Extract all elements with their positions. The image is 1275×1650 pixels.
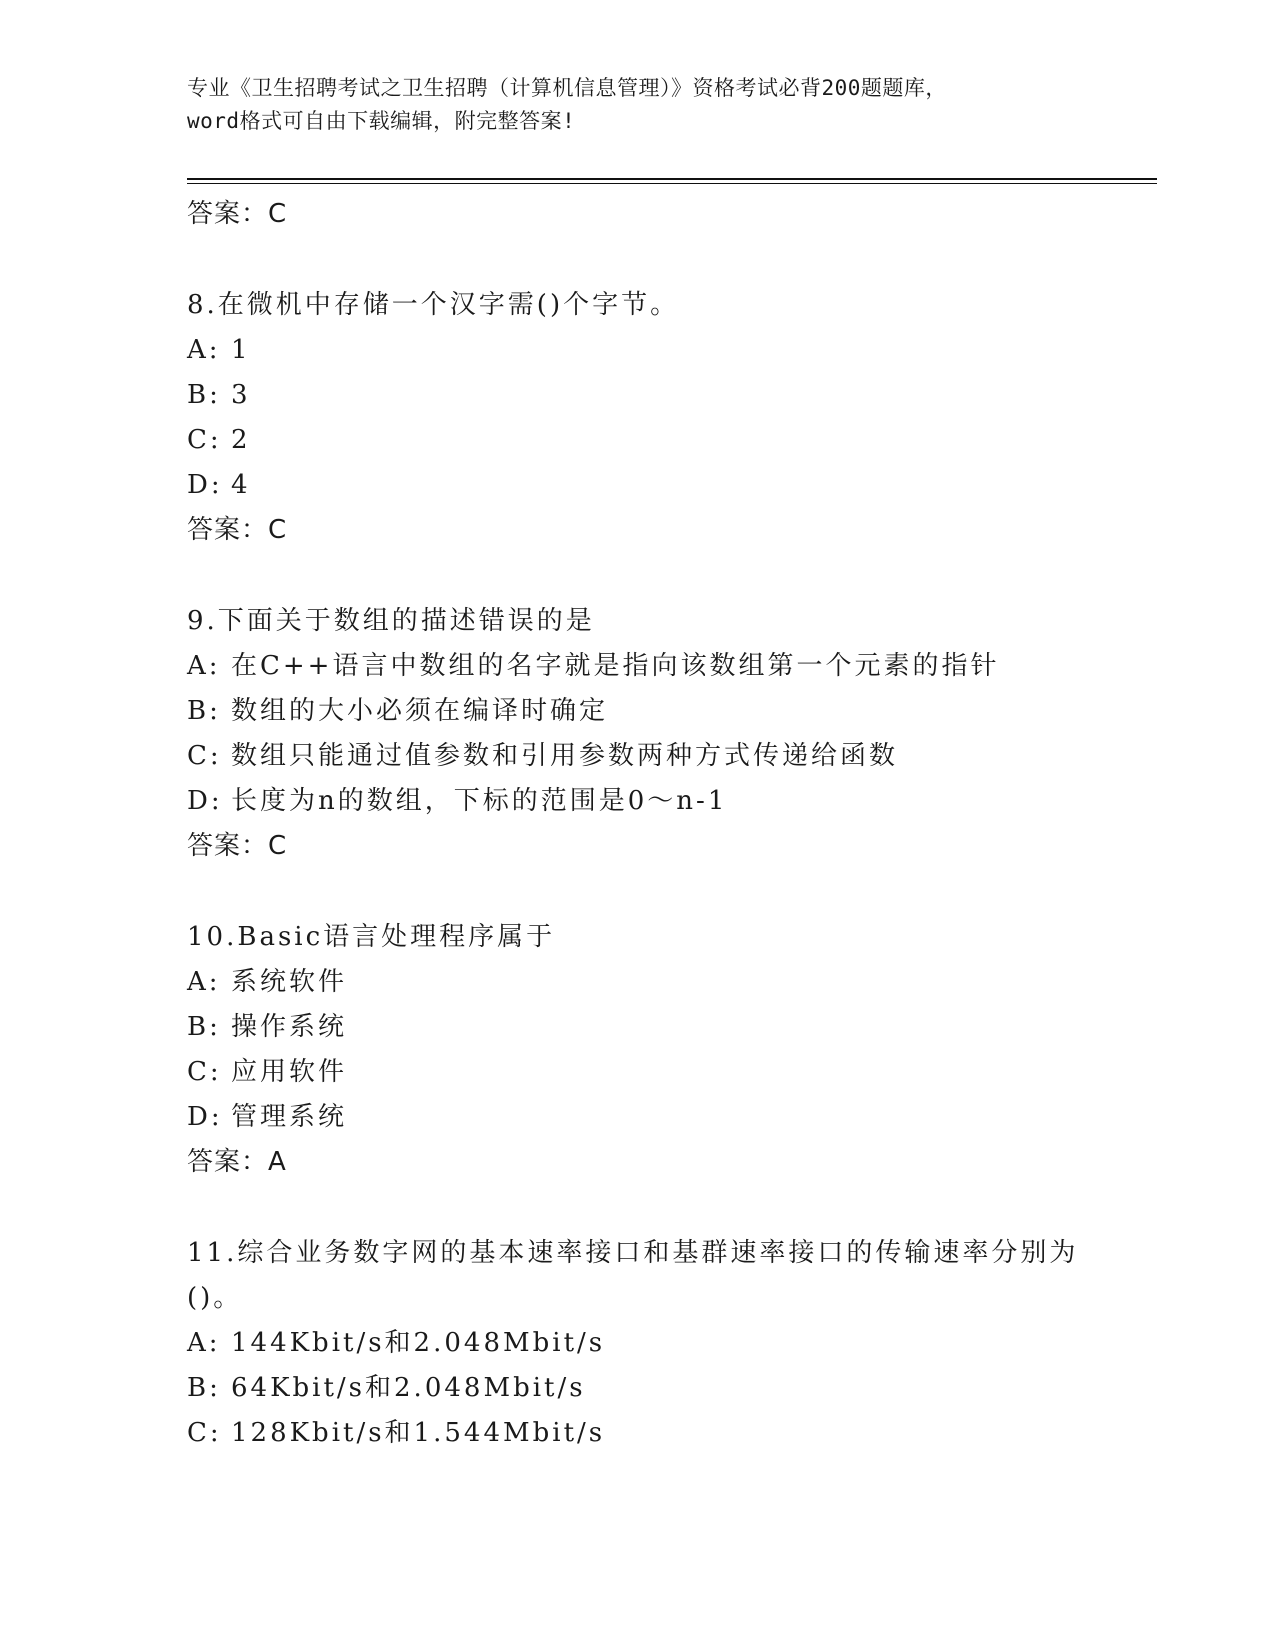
option-text: 144Kbit/s和2.048Mbit/s (231, 1328, 606, 1358)
option-text: 系统软件 (231, 967, 348, 997)
answer-line: 答案：A (187, 1147, 287, 1177)
answer-line: 答案：C (187, 199, 288, 229)
spacer (187, 1184, 1147, 1231)
document-header (187, 72, 1087, 138)
option-a (187, 644, 1147, 689)
option-text: 3 (231, 380, 251, 410)
question-9 (187, 599, 1147, 868)
option-key: C: (187, 1418, 222, 1448)
option-b (187, 373, 1147, 418)
question-10 (187, 915, 1147, 1184)
option-text: 数组的大小必须在编译时确定 (231, 696, 609, 726)
question-title: 8.在微机中存储一个汉字需()个字节。 (187, 290, 680, 320)
option-text: 64Kbit/s和2.048Mbit/s (231, 1373, 586, 1403)
option-text: 4 (231, 470, 251, 500)
answer-line: 答案：C (187, 515, 288, 545)
option-key: C: (187, 1057, 222, 1087)
header-divider-thin (187, 183, 1157, 184)
option-key: B: (187, 380, 221, 410)
option-b (187, 1005, 1147, 1050)
option-b (187, 1366, 1147, 1411)
option-key: A: (187, 967, 221, 997)
option-c (187, 734, 1147, 779)
header-line-2: word格式可自由下载编辑，附完整答案! (187, 109, 576, 133)
question-title-line-1: 11.综合业务数字网的基本速率接口和基群速率接口的传输速率分别为 (187, 1238, 1079, 1268)
option-text: 操作系统 (231, 1012, 348, 1042)
option-d (187, 779, 1147, 824)
option-key: B: (187, 696, 221, 726)
option-text: 1 (231, 335, 251, 365)
option-key: A: (187, 335, 221, 365)
option-text: 128Kbit/s和1.544Mbit/s (231, 1418, 606, 1448)
option-d (187, 1095, 1147, 1140)
option-key: D: (187, 786, 223, 816)
option-key: D: (187, 470, 223, 500)
question-11 (187, 1231, 1147, 1456)
spacer (187, 552, 1147, 599)
option-a (187, 328, 1147, 373)
spacer (187, 868, 1147, 915)
option-a (187, 960, 1147, 1005)
option-text: 长度为n的数组，下标的范围是0～n-1 (231, 786, 728, 816)
question-title: 10.Basic语言处理程序属于 (187, 922, 556, 952)
option-text: 管理系统 (231, 1102, 348, 1132)
option-text: 2 (231, 425, 251, 455)
header-divider-thick (187, 178, 1157, 180)
option-b (187, 689, 1147, 734)
option-key: C: (187, 425, 222, 455)
option-text: 在C++语言中数组的名字就是指向该数组第一个元素的指针 (231, 651, 1000, 681)
question-list (187, 192, 1147, 1456)
option-key: D: (187, 1102, 223, 1132)
answer-line: 答案：C (187, 831, 288, 861)
option-text: 应用软件 (231, 1057, 348, 1087)
option-c (187, 418, 1147, 463)
option-d (187, 463, 1147, 508)
question-title: 9.下面关于数组的描述错误的是 (187, 606, 595, 636)
option-key: C: (187, 741, 222, 771)
question-title-line-2: ()。 (187, 1283, 243, 1313)
option-text: 数组只能通过值参数和引用参数两种方式传递给函数 (231, 741, 899, 771)
option-key: B: (187, 1012, 221, 1042)
spacer (187, 236, 1147, 283)
header-line-1: 专业《卫生招聘考试之卫生招聘（计算机信息管理）》资格考试必背200题题库， (187, 76, 947, 100)
option-key: B: (187, 1373, 221, 1403)
option-a (187, 1321, 1147, 1366)
option-key: A: (187, 1328, 221, 1358)
option-c (187, 1411, 1147, 1456)
question-8 (187, 283, 1147, 552)
option-key: A: (187, 651, 221, 681)
option-c (187, 1050, 1147, 1095)
